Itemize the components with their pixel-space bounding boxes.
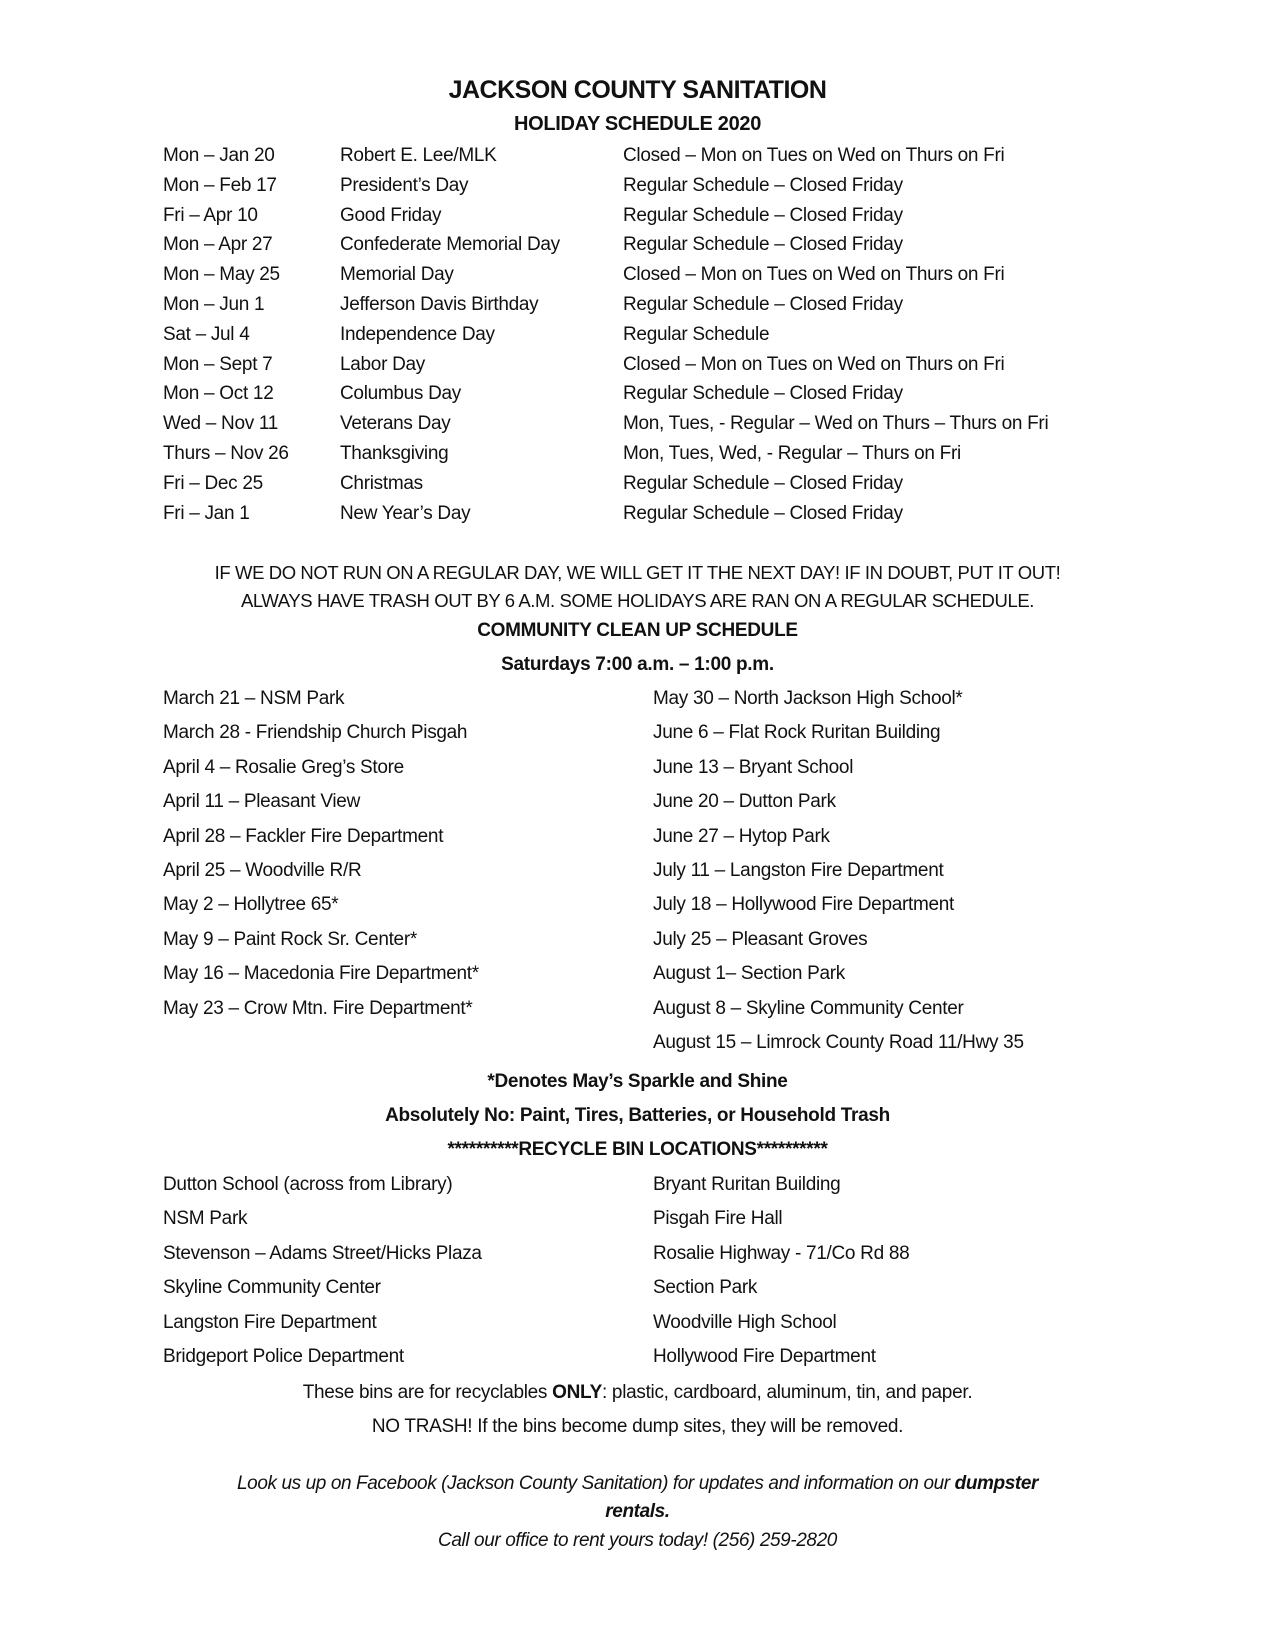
cleanup-item: July 18 – Hollywood Fire Department <box>653 894 955 916</box>
holiday-date: Mon – Feb 17 <box>163 174 277 196</box>
holiday-row <box>0 294 1275 324</box>
holiday-row <box>0 264 1275 294</box>
page-subtitle: HOLIDAY SCHEDULE 2020 <box>513 113 762 135</box>
holiday-name: Thanksgiving <box>340 443 449 464</box>
holiday-schedule: Regular Schedule – Closed Friday <box>623 234 903 256</box>
holiday-name: New Year’s Day <box>340 502 471 524</box>
holiday-row <box>0 413 1275 443</box>
cleanup-item: May 2 – Hollytree 65* <box>163 894 339 916</box>
holiday-date: Mon – May 25 <box>163 264 280 286</box>
cleanup-row <box>0 688 1275 722</box>
holiday-name: Jefferson Davis Birthday <box>340 294 539 315</box>
recycle-row <box>0 1346 1275 1380</box>
holiday-name: Christmas <box>340 472 423 494</box>
recycle-location: Stevenson – Adams Street/Hicks Plaza <box>163 1242 482 1264</box>
cleanup-hours: Saturdays 7:00 a.m. – 1:00 p.m. <box>501 654 774 675</box>
holiday-schedule: Regular Schedule – Closed Friday <box>623 204 903 226</box>
holiday-schedule: Regular Schedule – Closed Friday <box>623 383 903 405</box>
cleanup-item: May 9 – Paint Rock Sr. Center* <box>163 928 417 950</box>
cleanup-row <box>0 998 1275 1032</box>
cleanup-item: April 25 – Woodville R/R <box>163 860 362 881</box>
holiday-schedule: Regular Schedule – Closed Friday <box>623 472 903 494</box>
recycle-location: Woodville High School <box>653 1311 837 1333</box>
recycle-location: Section Park <box>653 1277 758 1299</box>
recycle-row <box>0 1277 1275 1311</box>
recycle-note-post: : plastic, cardboard, aluminum, tin, and paper. <box>601 1382 973 1403</box>
cleanup-item: August 8 – Skyline Community Center <box>653 997 964 1019</box>
cleanup-row <box>0 894 1275 928</box>
recycle-heading: **********RECYCLE BIN LOCATIONS********** <box>447 1139 828 1160</box>
holiday-row <box>0 503 1275 533</box>
cleanup-item: May 16 – Macedonia Fire Department* <box>163 963 479 985</box>
holiday-row <box>0 354 1275 384</box>
recycle-location: Skyline Community Center <box>163 1277 381 1299</box>
recycle-location: NSM Park <box>163 1208 248 1230</box>
facebook-line-2: rentals. <box>605 1501 670 1522</box>
page-title: JACKSON COUNTY SANITATION <box>448 76 827 104</box>
cleanup-item: July 11 – Langston Fire Department <box>653 860 944 881</box>
recycle-row <box>0 1174 1275 1208</box>
holiday-date: Mon – Jun 1 <box>163 294 265 315</box>
cleanup-item: March 28 - Friendship Church Pisgah <box>163 722 468 744</box>
holiday-schedule: Closed – Mon on Tues on Wed on Thurs on Fri <box>623 264 1005 286</box>
holiday-row <box>0 205 1275 235</box>
holiday-schedule: Regular Schedule – Closed Friday <box>623 502 903 524</box>
holiday-name: President’s Day <box>340 174 469 196</box>
holiday-schedule: Regular Schedule – Closed Friday <box>623 294 903 315</box>
holiday-name: Labor Day <box>340 353 425 375</box>
cleanup-row <box>0 1032 1275 1066</box>
recycle-location: Hollywood Fire Department <box>653 1346 876 1367</box>
recycle-location: Rosalie Highway - 71/Co Rd 88 <box>653 1242 910 1264</box>
call-office-line: Call our office to rent yours today! (256) 259-2820 <box>438 1530 837 1551</box>
holiday-date: Mon – Oct 12 <box>163 383 274 405</box>
facebook-line <box>0 1473 1275 1495</box>
holiday-row <box>0 175 1275 205</box>
holiday-date: Mon – Jan 20 <box>163 145 275 166</box>
holiday-date: Mon – Apr 27 <box>163 234 273 256</box>
holiday-name: Good Friday <box>340 204 442 226</box>
recycle-row <box>0 1312 1275 1346</box>
holiday-schedule: Closed – Mon on Tues on Wed on Thurs on Fri <box>623 145 1005 166</box>
cleanup-row <box>0 929 1275 963</box>
holiday-row <box>0 383 1275 413</box>
cleanup-row <box>0 860 1275 894</box>
holiday-row <box>0 234 1275 264</box>
holiday-schedule: Regular Schedule <box>623 323 770 345</box>
recycle-location: Dutton School (across from Library) <box>163 1174 453 1195</box>
holiday-row <box>0 145 1275 175</box>
cleanup-item: May 23 – Crow Mtn. Fire Department* <box>163 997 473 1019</box>
cleanup-row <box>0 963 1275 997</box>
holiday-row <box>0 473 1275 503</box>
holiday-date: Sat – Jul 4 <box>163 323 250 345</box>
holiday-schedule: Regular Schedule – Closed Friday <box>623 174 903 196</box>
cleanup-row <box>0 722 1275 756</box>
cleanup-row <box>0 757 1275 791</box>
holiday-date: Fri – Jan 1 <box>163 502 250 524</box>
recycle-note-bold: ONLY <box>552 1382 602 1403</box>
cleanup-item: May 30 – North Jackson High School* <box>653 688 963 709</box>
holiday-date: Fri – Dec 25 <box>163 472 263 494</box>
facebook-bold: dumpster <box>954 1473 1038 1494</box>
holiday-schedule: Mon, Tues, - Regular – Wed on Thurs – Thurs on Fri <box>623 413 1049 435</box>
holiday-date: Fri – Apr 10 <box>163 204 258 226</box>
holiday-row <box>0 324 1275 354</box>
recycle-location: Langston Fire Department <box>163 1311 377 1333</box>
recycle-note-pre: These bins are for recyclables <box>302 1382 553 1403</box>
holiday-schedule: Mon, Tues, Wed, - Regular – Thurs on Fri <box>623 443 961 464</box>
cleanup-item: March 21 – NSM Park <box>163 688 345 709</box>
holiday-date: Wed – Nov 11 <box>163 413 279 435</box>
cleanup-item: June 13 – Bryant School <box>653 756 854 778</box>
holiday-row <box>0 443 1275 473</box>
cleanup-item: April 11 – Pleasant View <box>163 791 360 813</box>
holiday-name: Veterans Day <box>340 413 451 435</box>
cleanup-row <box>0 826 1275 860</box>
recycle-row <box>0 1208 1275 1242</box>
recycle-row <box>0 1243 1275 1277</box>
cleanup-item: June 20 – Dutton Park <box>653 791 836 813</box>
recycle-location: Pisgah Fire Hall <box>653 1208 783 1230</box>
cleanup-item: July 25 – Pleasant Groves <box>653 928 868 950</box>
holiday-name: Columbus Day <box>340 383 462 405</box>
recycle-location: Bridgeport Police Department <box>163 1346 404 1367</box>
cleanup-heading: COMMUNITY CLEAN UP SCHEDULE <box>477 620 798 641</box>
holiday-date: Mon – Sept 7 <box>163 353 273 375</box>
holiday-name: Confederate Memorial Day <box>340 234 560 256</box>
holiday-name: Memorial Day <box>340 264 454 286</box>
cleanup-row <box>0 791 1275 825</box>
holiday-name: Robert E. Lee/MLK <box>340 145 497 166</box>
notice-line-2: ALWAYS HAVE TRASH OUT BY 6 A.M. SOME HOLIDAYS ARE RAN ON A REGULAR SCHEDULE. <box>240 590 1035 611</box>
recycle-warning: NO TRASH! If the bins become dump sites, they will be removed. <box>371 1416 904 1437</box>
recycle-note <box>0 1382 1275 1404</box>
recycle-location: Bryant Ruritan Building <box>653 1174 841 1195</box>
holiday-date: Thurs – Nov 26 <box>163 443 289 464</box>
cleanup-footnote: *Denotes May’s Sparkle and Shine <box>487 1071 788 1092</box>
holiday-schedule: Closed – Mon on Tues on Wed on Thurs on Fri <box>623 353 1005 375</box>
cleanup-item: June 6 – Flat Rock Ruritan Building <box>653 722 941 744</box>
notice-line-1: IF WE DO NOT RUN ON A REGULAR DAY, WE WILL GET IT THE NEXT DAY! IF IN DOUBT, PUT IT OUT! <box>214 562 1061 583</box>
cleanup-item: April 4 – Rosalie Greg’s Store <box>163 756 404 778</box>
cleanup-item: August 1– Section Park <box>653 963 845 985</box>
cleanup-item: June 27 – Hytop Park <box>653 825 830 847</box>
cleanup-item: April 28 – Fackler Fire Department <box>163 825 444 847</box>
holiday-name: Independence Day <box>340 323 495 345</box>
cleanup-item: August 15 – Limrock County Road 11/Hwy 35 <box>653 1032 1024 1053</box>
facebook-text: Look us up on Facebook (Jackson County Sanitation) for updates and information on our <box>237 1473 955 1494</box>
cleanup-restriction: Absolutely No: Paint, Tires, Batteries, or Household Trash <box>385 1105 890 1126</box>
